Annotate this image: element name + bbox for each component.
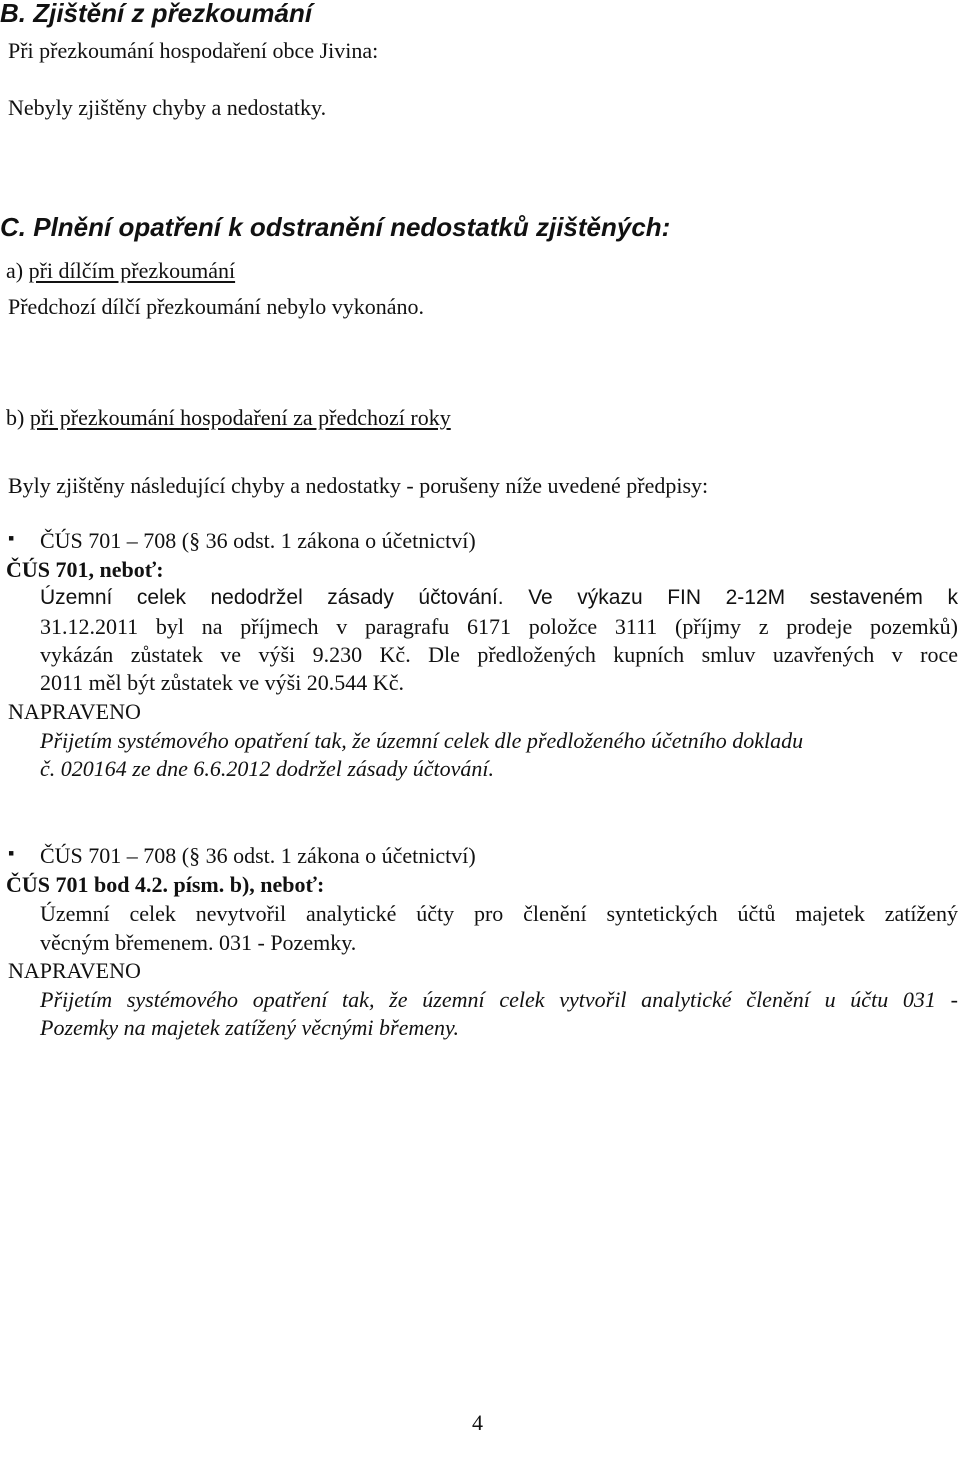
subsection-b-intro: Byly zjištěny následující chyby a nedostatky - porušeny níže uvedené předpisy: <box>8 473 709 498</box>
section-b-intro: Při přezkoumání hospodaření obce Jivina: <box>8 38 379 63</box>
subsection-a-text: Předchozí dílčí přezkoumání nebylo vykonáno. <box>8 294 425 319</box>
subsection-a-label: a) <box>6 258 29 283</box>
finding-2-line-1: Územní celek nevytvořil analytické účty pro členění syntetických účtů majetek zatížený <box>40 901 958 926</box>
finding-1-status: NAPRAVENO <box>8 699 141 724</box>
finding-1-line-4: 2011 měl být zůstatek ve výši 20.544 Kč. <box>40 670 404 695</box>
subsection-b-title: při přezkoumání hospodaření za předchozí roky <box>29 405 451 430</box>
finding-2-standard: ČÚS 701 bod 4.2. písm. b), neboť: <box>6 872 325 897</box>
page-number: 4 <box>472 1410 483 1435</box>
section-b-result: Nebyly zjištěny chyby a nedostatky. <box>8 95 327 120</box>
finding-1-standard: ČÚS 701, neboť: <box>6 557 164 582</box>
finding-1-line-3: vykázán zůstatek ve výši 9.230 Kč. Dle předložených kupních smluv uzavřených v roce <box>40 642 958 667</box>
finding-1-remedy-line-1: Přijetím systémového opatření tak, že územní celek dle předloženého účetního dokladu <box>40 728 804 753</box>
finding-2-law: ČÚS 701 – 708 (§ 36 odst. 1 zákona o účetnictví) <box>40 843 476 868</box>
finding-1-law: ČÚS 701 – 708 (§ 36 odst. 1 zákona o účetnictví) <box>40 528 476 553</box>
section-b-heading: B. Zjištění z přezkoumání <box>0 0 313 28</box>
subsection-a-heading <box>6 258 235 284</box>
finding-2-status: NAPRAVENO <box>8 958 141 983</box>
finding-2-remedy-line-2: Pozemky na majetek zatížený věcnými břemeny. <box>40 1015 460 1040</box>
finding-1-bullet: ▪ <box>8 528 15 548</box>
finding-1-remedy-line-2: č. 020164 ze dne 6.6.2012 dodržel zásady účtování. <box>40 756 494 781</box>
finding-2-remedy-line-1: Přijetím systémového opatření tak, že územní celek vytvořil analytické členění u účtu 031 - <box>40 987 958 1012</box>
finding-1-line-2: 31.12.2011 byl na příjmech v paragrafu 6171 položce 3111 (příjmy z prodeje pozemků) <box>40 614 958 639</box>
finding-2-bullet: ▪ <box>8 843 15 863</box>
finding-1-line-1: Územní celek nedodržel zásady účtování. Ve výkazu FIN 2-12M sestaveném k <box>40 586 958 609</box>
subsection-a-title: při dílčím přezkoumání <box>28 258 236 283</box>
section-c-heading: C. Plnění opatření k odstranění nedostatků zjištěných: <box>0 212 671 242</box>
subsection-b-heading <box>6 405 451 431</box>
finding-2-line-2: věcným břemenem. 031 - Pozemky. <box>40 930 357 955</box>
subsection-b-label: b) <box>6 405 30 430</box>
